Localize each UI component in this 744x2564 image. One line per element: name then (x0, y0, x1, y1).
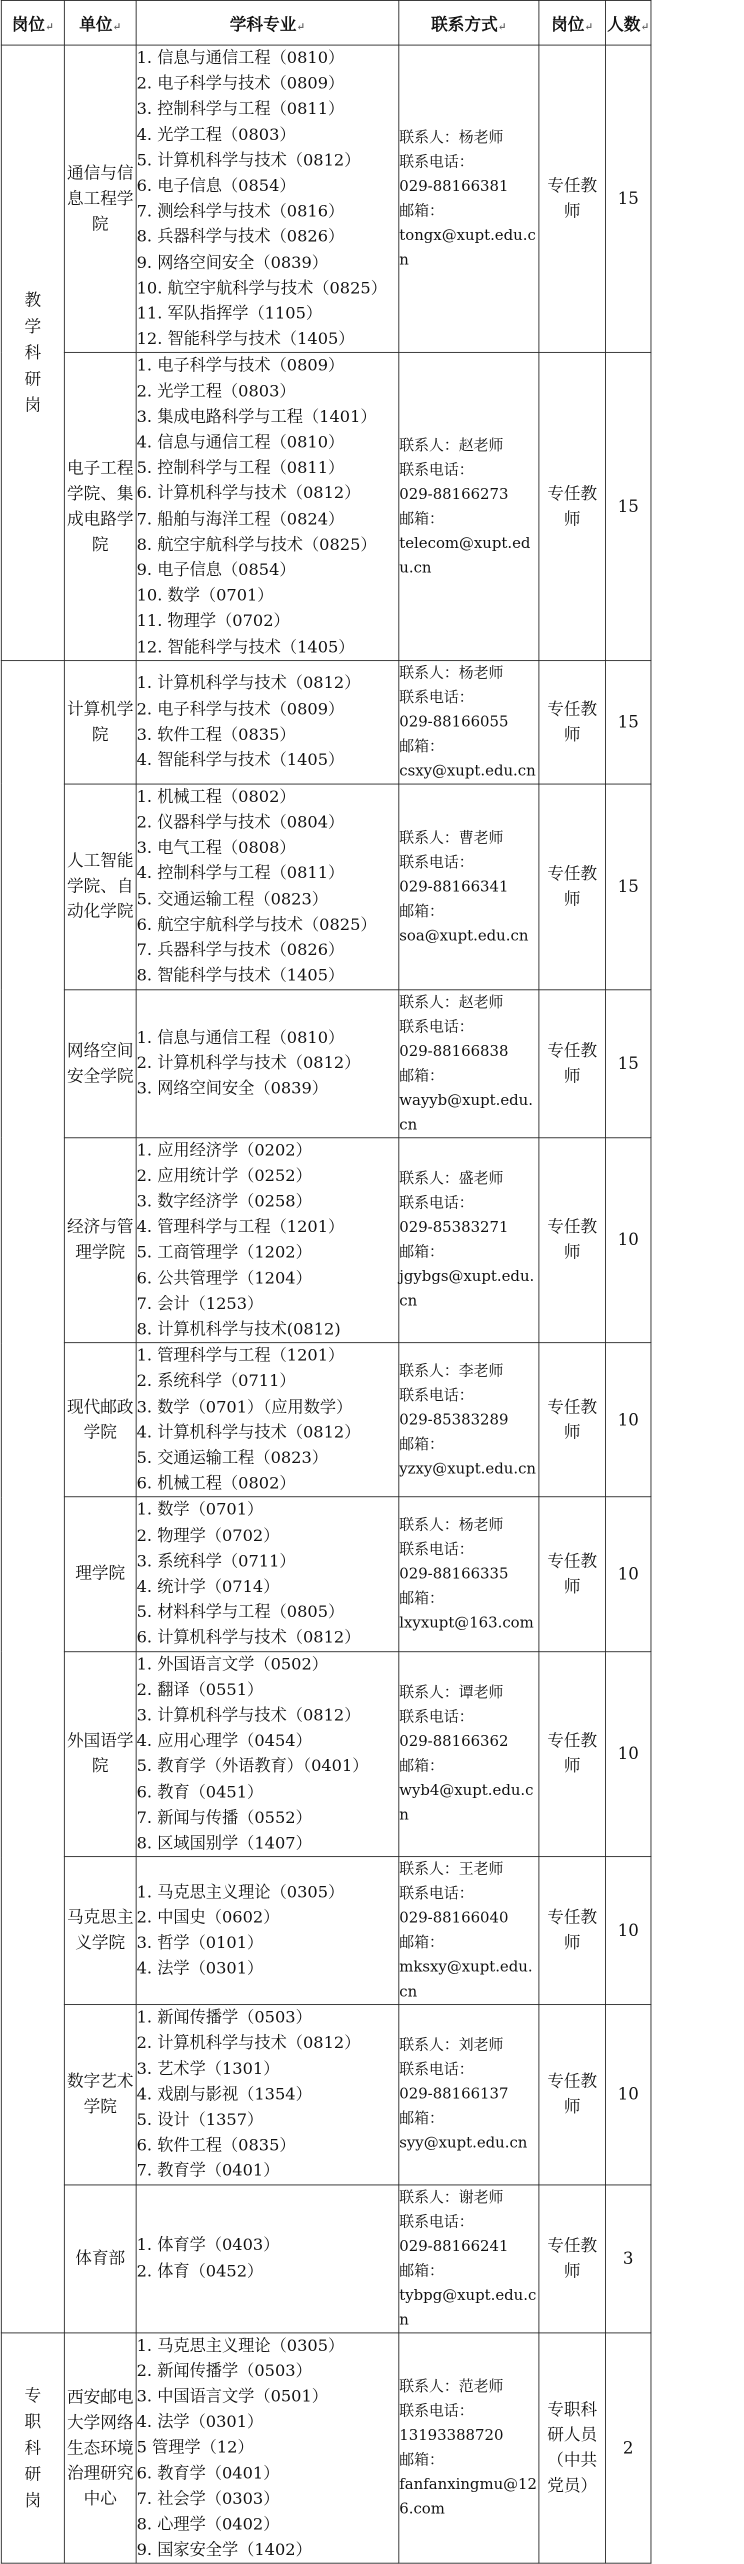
count-value: 10 (617, 1410, 639, 1430)
role-cell (539, 1497, 606, 1651)
table-body (1, 45, 651, 2563)
major-item: 2. 中国史（0602） (136, 1908, 280, 1928)
major-item: 4. 信息与通信工程（0810） (136, 433, 345, 452)
unit-name: 计算机学院 (66, 699, 134, 745)
table-row (1, 353, 651, 661)
unit-name: 体育部 (75, 2248, 126, 2268)
unit-cell (64, 45, 136, 353)
table-row (1, 1857, 651, 2005)
table-row (1, 2005, 651, 2185)
role-cell (539, 989, 606, 1137)
count-cell (605, 2333, 651, 2564)
phone-number: 029-88166335 (399, 1565, 509, 1583)
major-item: 8. 计算机科学与技术(0812) (136, 1320, 341, 1339)
major-item: 6. 电子信息（0854） (136, 176, 296, 196)
major-item: 4. 智能科学与技术（1405） (136, 751, 345, 770)
major-item: 2. 翻译（0551） (136, 1680, 264, 1700)
email-label: 邮箱： (399, 1589, 444, 1608)
major-item: 2. 计算机科学与技术（0812） (136, 1054, 361, 1073)
role-cell (539, 784, 606, 989)
major-item: 9. 电子信息（0854） (136, 561, 296, 580)
major-item: 6. 公共管理学（1204） (136, 1269, 312, 1288)
contact-person: 联系人：刘老师 (399, 2036, 504, 2055)
major-item: 2. 应用统计学（0252） (136, 1166, 312, 1186)
role-cell (539, 1137, 606, 1342)
role-cell (539, 1857, 606, 2005)
post-cell (1, 45, 64, 660)
major-item: 4. 应用心理学（0454） (136, 1731, 312, 1751)
contact-person: 联系人：盛老师 (399, 1170, 504, 1188)
major-item: 7. 兵器科学与技术（0826） (136, 941, 345, 960)
count-value: 10 (617, 1230, 639, 1250)
email-label: 邮箱： (399, 2451, 444, 2470)
count-cell (605, 2005, 651, 2185)
phone-label: 联系电话： (399, 1708, 474, 1727)
major-item: 8. 智能科学与技术（1405） (136, 966, 345, 986)
major-item: 5. 设计（1357） (136, 2110, 264, 2130)
majors-cell (136, 1651, 399, 1856)
major-item: 3. 计算机科学与技术（0812） (136, 1706, 361, 1725)
major-item: 10. 航空宇航科学与技术（0825） (136, 279, 387, 298)
contact-person: 联系人：赵老师 (399, 993, 504, 1011)
major-item: 6. 机械工程（0802） (136, 1474, 296, 1493)
email-label: 邮箱： (399, 1435, 444, 1454)
email-label: 邮箱： (399, 1757, 444, 1776)
role-label: 专任教师 (547, 1397, 598, 1442)
count-value: 10 (617, 1921, 639, 1941)
major-item: 9. 国家安全学（1402） (136, 2541, 312, 2560)
role-label: 专任教师 (547, 2071, 598, 2117)
contact-person: 联系人：王老师 (399, 1860, 504, 1879)
major-item: 2. 物理学（0702） (136, 1526, 280, 1545)
email-label: 邮箱： (399, 510, 444, 528)
contact-person: 联系人：杨老师 (399, 128, 504, 147)
count-value: 3 (622, 2248, 634, 2269)
unit-cell (64, 1137, 136, 1342)
major-item: 1. 机械工程（0802） (136, 787, 296, 807)
major-item: 11. 军队指挥学（1105） (136, 304, 323, 324)
major-item: 5. 交通运输工程（0823） (136, 890, 329, 909)
contact-cell (399, 989, 539, 1137)
phone-number: 029-88166273 (399, 485, 509, 504)
count-value: 15 (617, 712, 639, 732)
phone-label: 联系电话： (399, 1386, 474, 1405)
contact-cell (399, 2005, 539, 2185)
major-item: 4. 法学（0301） (136, 1959, 264, 1979)
unit-cell (64, 2333, 136, 2564)
unit-cell (64, 2185, 136, 2333)
table-row (1, 2185, 651, 2333)
major-item: 1. 马克思主义理论（0305） (136, 2336, 345, 2355)
count-cell (605, 1857, 651, 2005)
major-item: 2. 光学工程（0803） (136, 382, 296, 401)
contact-person: 联系人：杨老师 (399, 664, 504, 682)
header-role: 岗位↵ (539, 0, 606, 45)
major-item: 3. 中国语言文学（0501） (136, 2387, 329, 2407)
recruitment-table (1, 0, 652, 2564)
email-address[interactable]: telecom@xupt.edu.cn (399, 534, 531, 577)
count-cell (605, 1651, 651, 1856)
count-value: 10 (617, 2085, 639, 2105)
count-value: 15 (617, 877, 639, 897)
majors-cell (136, 660, 399, 783)
major-item: 1. 外国语言文学（0502） (136, 1655, 329, 1674)
contact-cell (399, 45, 539, 353)
major-item: 4. 统计学（0714） (136, 1577, 280, 1597)
major-item: 5. 交通运输工程（0823） (136, 1448, 329, 1468)
table-row (1, 1651, 651, 1856)
count-value: 2 (622, 2438, 634, 2458)
major-item: 4. 光学工程（0803） (136, 125, 296, 145)
unit-name: 现代邮政学院 (66, 1397, 134, 1442)
contact-cell (399, 353, 539, 661)
contact-cell (399, 1857, 539, 2005)
phone-label: 联系电话： (399, 461, 474, 479)
major-item: 2. 仪器科学与技术（0804） (136, 813, 345, 832)
major-item: 7. 测绘科学与技术（0816） (136, 202, 345, 221)
unit-cell (64, 1497, 136, 1651)
contact-person: 联系人：谢老师 (399, 2188, 504, 2207)
phone-label: 联系电话： (399, 1017, 474, 1036)
table-row (1, 1343, 651, 1497)
table-row (1, 989, 651, 1137)
unit-cell (64, 1857, 136, 2005)
header-post: 岗位↵ (1, 0, 64, 45)
count-value: 15 (617, 189, 639, 209)
unit-name: 通信与信息工程学院 (66, 163, 134, 234)
contact-person: 联系人：赵老师 (399, 436, 504, 455)
count-cell (605, 660, 651, 783)
email-address[interactable]: tybpg@xupt.edu.cn (399, 2286, 537, 2329)
contact-person: 联系人：杨老师 (399, 1516, 504, 1534)
role-label: 专任教师 (547, 176, 598, 221)
phone-number: 029-85383271 (399, 1219, 509, 1237)
phone-label: 联系电话： (399, 1194, 474, 1213)
majors-cell (136, 989, 399, 1137)
email-address[interactable]: soa@xupt.edu.cn (399, 926, 529, 945)
email-address[interactable]: jgybgs@xupt.edu.cn (399, 1268, 535, 1311)
unit-name: 理学院 (75, 1564, 126, 1584)
email-label: 邮箱： (399, 2262, 444, 2280)
unit-cell (64, 660, 136, 783)
major-item: 3. 网络空间安全（0839） (136, 1079, 329, 1099)
email-label: 邮箱： (399, 737, 444, 756)
major-item: 6. 计算机科学与技术（0812） (136, 1628, 361, 1648)
phone-label: 联系电话： (399, 853, 474, 871)
major-item: 2. 体育（0452） (136, 2262, 264, 2281)
phone-number: 029-88166838 (399, 1042, 509, 1060)
major-item: 6. 软件工程（0835） (136, 2136, 296, 2155)
email-address[interactable]: tongx@xupt.edu.cn (399, 226, 536, 269)
unit-cell (64, 353, 136, 661)
major-item: 3. 集成电路科学与工程（1401） (136, 407, 377, 427)
majors-cell (136, 353, 399, 661)
major-item: 1. 新闻传播学（0503） (136, 2008, 312, 2028)
contact-person: 联系人：曹老师 (399, 828, 504, 847)
major-item: 8. 心理学（0402） (136, 2515, 280, 2534)
phone-number: 029-88166055 (399, 713, 509, 731)
phone-number: 029-88166137 (399, 2085, 509, 2104)
major-item: 8. 航空宇航科学与技术（0825） (136, 535, 377, 555)
contact-cell (399, 2185, 539, 2333)
role-cell (539, 2333, 606, 2564)
count-cell (605, 45, 651, 353)
phone-label: 联系电话： (399, 1885, 474, 1903)
role-label: 专任教师 (547, 483, 598, 529)
count-cell (605, 989, 651, 1137)
contact-person: 联系人：李老师 (399, 1362, 504, 1380)
phone-number: 029-88166362 (399, 1733, 509, 1751)
table-row (1, 1497, 651, 1651)
count-cell (605, 1343, 651, 1497)
contact-cell (399, 660, 539, 783)
contact-person: 联系人：谭老师 (399, 1684, 504, 1702)
contact-cell (399, 784, 539, 989)
post-cell (1, 2333, 64, 2564)
major-item: 5. 工商管理学（1202） (136, 1243, 312, 1262)
major-item: 6. 航空宇航科学与技术（0825） (136, 915, 377, 935)
email-label: 邮箱： (399, 202, 444, 220)
role-label: 专任教师 (547, 1551, 598, 1597)
major-item: 3. 艺术学（1301） (136, 2059, 280, 2079)
email-address[interactable]: fanfanxingmu@126.com (399, 2476, 537, 2519)
major-item: 1. 信息与通信工程（0810） (136, 1028, 345, 1047)
major-item: 10. 数学（0701） (136, 586, 274, 606)
role-cell (539, 2185, 606, 2333)
unit-name: 西安邮电大学网络生态环境治理研究中心 (66, 2387, 134, 2509)
contact-cell (399, 1497, 539, 1651)
phone-label: 联系电话： (399, 153, 474, 171)
majors-cell (136, 1857, 399, 2005)
role-label: 专任教师 (547, 1907, 598, 1953)
phone-label: 联系电话： (399, 2061, 474, 2079)
count-cell (605, 784, 651, 989)
major-item: 3. 数学（0701）（应用数学） (136, 1397, 353, 1417)
phone-number: 13193388720 (399, 2427, 504, 2445)
header-count: 人数↵ (605, 0, 651, 45)
major-item: 1. 电子科学与技术（0809） (136, 356, 345, 376)
phone-label: 联系电话： (399, 2402, 474, 2421)
role-cell (539, 2005, 606, 2185)
major-item: 11. 物理学（0702） (136, 612, 290, 631)
phone-number: 029-85383289 (399, 1411, 509, 1429)
email-label: 邮箱： (399, 2110, 444, 2128)
count-value: 10 (617, 1744, 639, 1764)
contact-cell (399, 2333, 539, 2564)
major-item: 5. 材料科学与工程（0805） (136, 1603, 345, 1622)
unit-name: 网络空间安全学院 (66, 1040, 134, 1086)
majors-cell (136, 2185, 399, 2333)
major-item: 3. 电气工程（0808） (136, 839, 296, 858)
major-item: 3. 软件工程（0835） (136, 725, 296, 745)
role-label: 专职科研人员（中共党员） (547, 2399, 598, 2496)
email-label: 邮箱： (399, 1934, 444, 1952)
count-value: 15 (617, 1053, 639, 1073)
email-label: 邮箱： (399, 902, 444, 920)
major-item: 7. 新闻与传播（0552） (136, 1808, 312, 1828)
phone-label: 联系电话： (399, 2213, 474, 2231)
major-item: 2. 新闻传播学（0503） (136, 2362, 312, 2381)
major-item: 7. 会计（1253） (136, 1294, 264, 1314)
role-cell (539, 660, 606, 783)
table-header-row (1, 0, 651, 45)
major-item: 9. 网络空间安全（0839） (136, 253, 329, 272)
major-item: 2. 电子科学与技术（0809） (136, 74, 345, 93)
major-item: 7. 社会学（0303） (136, 2489, 280, 2509)
major-item: 3. 控制科学与工程（0811） (136, 100, 345, 119)
major-item: 1. 信息与通信工程（0810） (136, 49, 345, 68)
table-row (1, 45, 651, 353)
count-value: 10 (617, 1564, 639, 1584)
majors-cell (136, 784, 399, 989)
count-value: 15 (617, 497, 639, 517)
email-address[interactable]: syy@xupt.edu.cn (399, 2134, 528, 2153)
unit-name: 马克思主义学院 (66, 1907, 134, 1953)
unit-name: 经济与管理学院 (66, 1217, 134, 1262)
unit-cell (64, 989, 136, 1137)
major-item: 1. 马克思主义理论（0305） (136, 1883, 345, 1902)
header-unit: 单位↵ (64, 0, 136, 45)
phone-number: 029-88166381 (399, 177, 509, 196)
major-item: 5 管理学（12） (136, 2438, 254, 2458)
phone-number: 029-88166241 (399, 2237, 509, 2256)
email-address[interactable]: csxy@xupt.edu.cn (399, 762, 536, 781)
post-label: 专职科研岗 (24, 2385, 42, 2511)
major-item: 1. 体育学（0403） (136, 2236, 280, 2255)
email-label: 邮箱： (399, 1243, 444, 1262)
contact-cell (399, 1343, 539, 1497)
role-label: 专任教师 (547, 699, 598, 745)
unit-cell (64, 784, 136, 989)
major-item: 3. 系统科学（0711） (136, 1552, 296, 1571)
major-item: 5. 教育学（外语教育）（0401） (136, 1757, 369, 1776)
email-address[interactable]: wyb4@xupt.edu.cn (399, 1782, 534, 1825)
major-item: 2. 电子科学与技术（0809） (136, 700, 345, 719)
majors-cell (136, 1343, 399, 1497)
count-cell (605, 1137, 651, 1342)
major-item: 4. 法学（0301） (136, 2413, 264, 2432)
major-item: 12. 智能科学与技术（1405） (136, 330, 355, 349)
email-address[interactable]: wayyb@xupt.edu.cn (399, 1091, 533, 1134)
majors-cell (136, 1137, 399, 1342)
table-row (1, 2333, 651, 2564)
major-item: 5. 控制科学与工程（0811） (136, 459, 345, 478)
role-label: 专任教师 (547, 863, 598, 909)
post-label: 教学科研岗 (24, 290, 42, 415)
unit-name: 人工智能学院、自动化学院 (66, 851, 134, 922)
count-cell (605, 1497, 651, 1651)
major-item: 4. 管理科学与工程（1201） (136, 1217, 345, 1237)
major-item: 8. 区域国别学（1407） (136, 1834, 312, 1853)
major-item: 5. 计算机科学与技术（0812） (136, 151, 361, 170)
major-item: 7. 船舶与海洋工程（0824） (136, 510, 345, 529)
major-item: 4. 计算机科学与技术（0812） (136, 1423, 361, 1442)
unit-cell (64, 1343, 136, 1497)
role-cell (539, 1651, 606, 1856)
unit-name: 外国语学院 (66, 1731, 134, 1776)
role-label: 专任教师 (547, 1040, 598, 1086)
email-address[interactable]: lxyxupt@163.com (399, 1614, 534, 1632)
major-item: 1. 管理科学与工程（1201） (136, 1346, 345, 1366)
table-row (1, 660, 651, 783)
phone-number: 029-88166341 (399, 877, 509, 896)
role-label: 专任教师 (547, 2235, 598, 2281)
phone-number: 029-88166040 (399, 1909, 509, 1928)
major-item: 4. 控制科学与工程（0811） (136, 864, 345, 883)
phone-label: 联系电话： (399, 1540, 474, 1559)
majors-cell (136, 2005, 399, 2185)
major-item: 1. 应用经济学（0202） (136, 1141, 312, 1160)
table-row (1, 784, 651, 989)
email-label: 邮箱： (399, 1066, 444, 1085)
contact-person: 联系人：范老师 (399, 2378, 504, 2396)
header-majors: 学科专业↵ (136, 0, 399, 45)
major-item: 1. 计算机科学与技术（0812） (136, 674, 361, 693)
major-item: 8. 兵器科学与技术（0826） (136, 228, 345, 247)
unit-name: 数字艺术学院 (66, 2071, 134, 2117)
major-item: 3. 哲学（0101） (136, 1934, 264, 1953)
table-row (1, 1137, 651, 1342)
major-item: 4. 戏剧与影视（1354） (136, 2085, 312, 2104)
role-cell (539, 1343, 606, 1497)
count-cell (605, 353, 651, 661)
contact-cell (399, 1651, 539, 1856)
majors-cell (136, 2333, 399, 2564)
post-cell (1, 660, 64, 2332)
major-item: 12. 智能科学与技术（1405） (136, 637, 355, 657)
majors-cell (136, 45, 399, 353)
major-item: 6. 教育学（0401） (136, 2464, 280, 2483)
contact-cell (399, 1137, 539, 1342)
unit-name: 电子工程学院、集成电路学院 (66, 458, 134, 554)
phone-label: 联系电话： (399, 688, 474, 707)
major-item: 6. 教育（0451） (136, 1783, 264, 1802)
header-contact: 联系方式↵ (399, 0, 539, 45)
major-item: 6. 计算机科学与技术（0812） (136, 484, 361, 503)
unit-cell (64, 2005, 136, 2185)
email-address[interactable]: yzxy@xupt.edu.cn (399, 1460, 536, 1478)
count-cell (605, 2185, 651, 2333)
major-item: 3. 数字经济学（0258） (136, 1192, 312, 1211)
majors-cell (136, 1497, 399, 1651)
major-item: 1. 数学（0701） (136, 1500, 264, 1520)
role-cell (539, 45, 606, 353)
major-item: 2. 系统科学（0711） (136, 1372, 296, 1391)
major-item: 2. 计算机科学与技术（0812） (136, 2034, 361, 2053)
unit-cell (64, 1651, 136, 1856)
role-label: 专任教师 (547, 1217, 598, 1262)
email-address[interactable]: mksxy@xupt.edu.cn (399, 1958, 533, 2001)
role-label: 专任教师 (547, 1731, 598, 1776)
major-item: 7. 教育学（0401） (136, 2162, 280, 2181)
role-cell (539, 353, 606, 661)
